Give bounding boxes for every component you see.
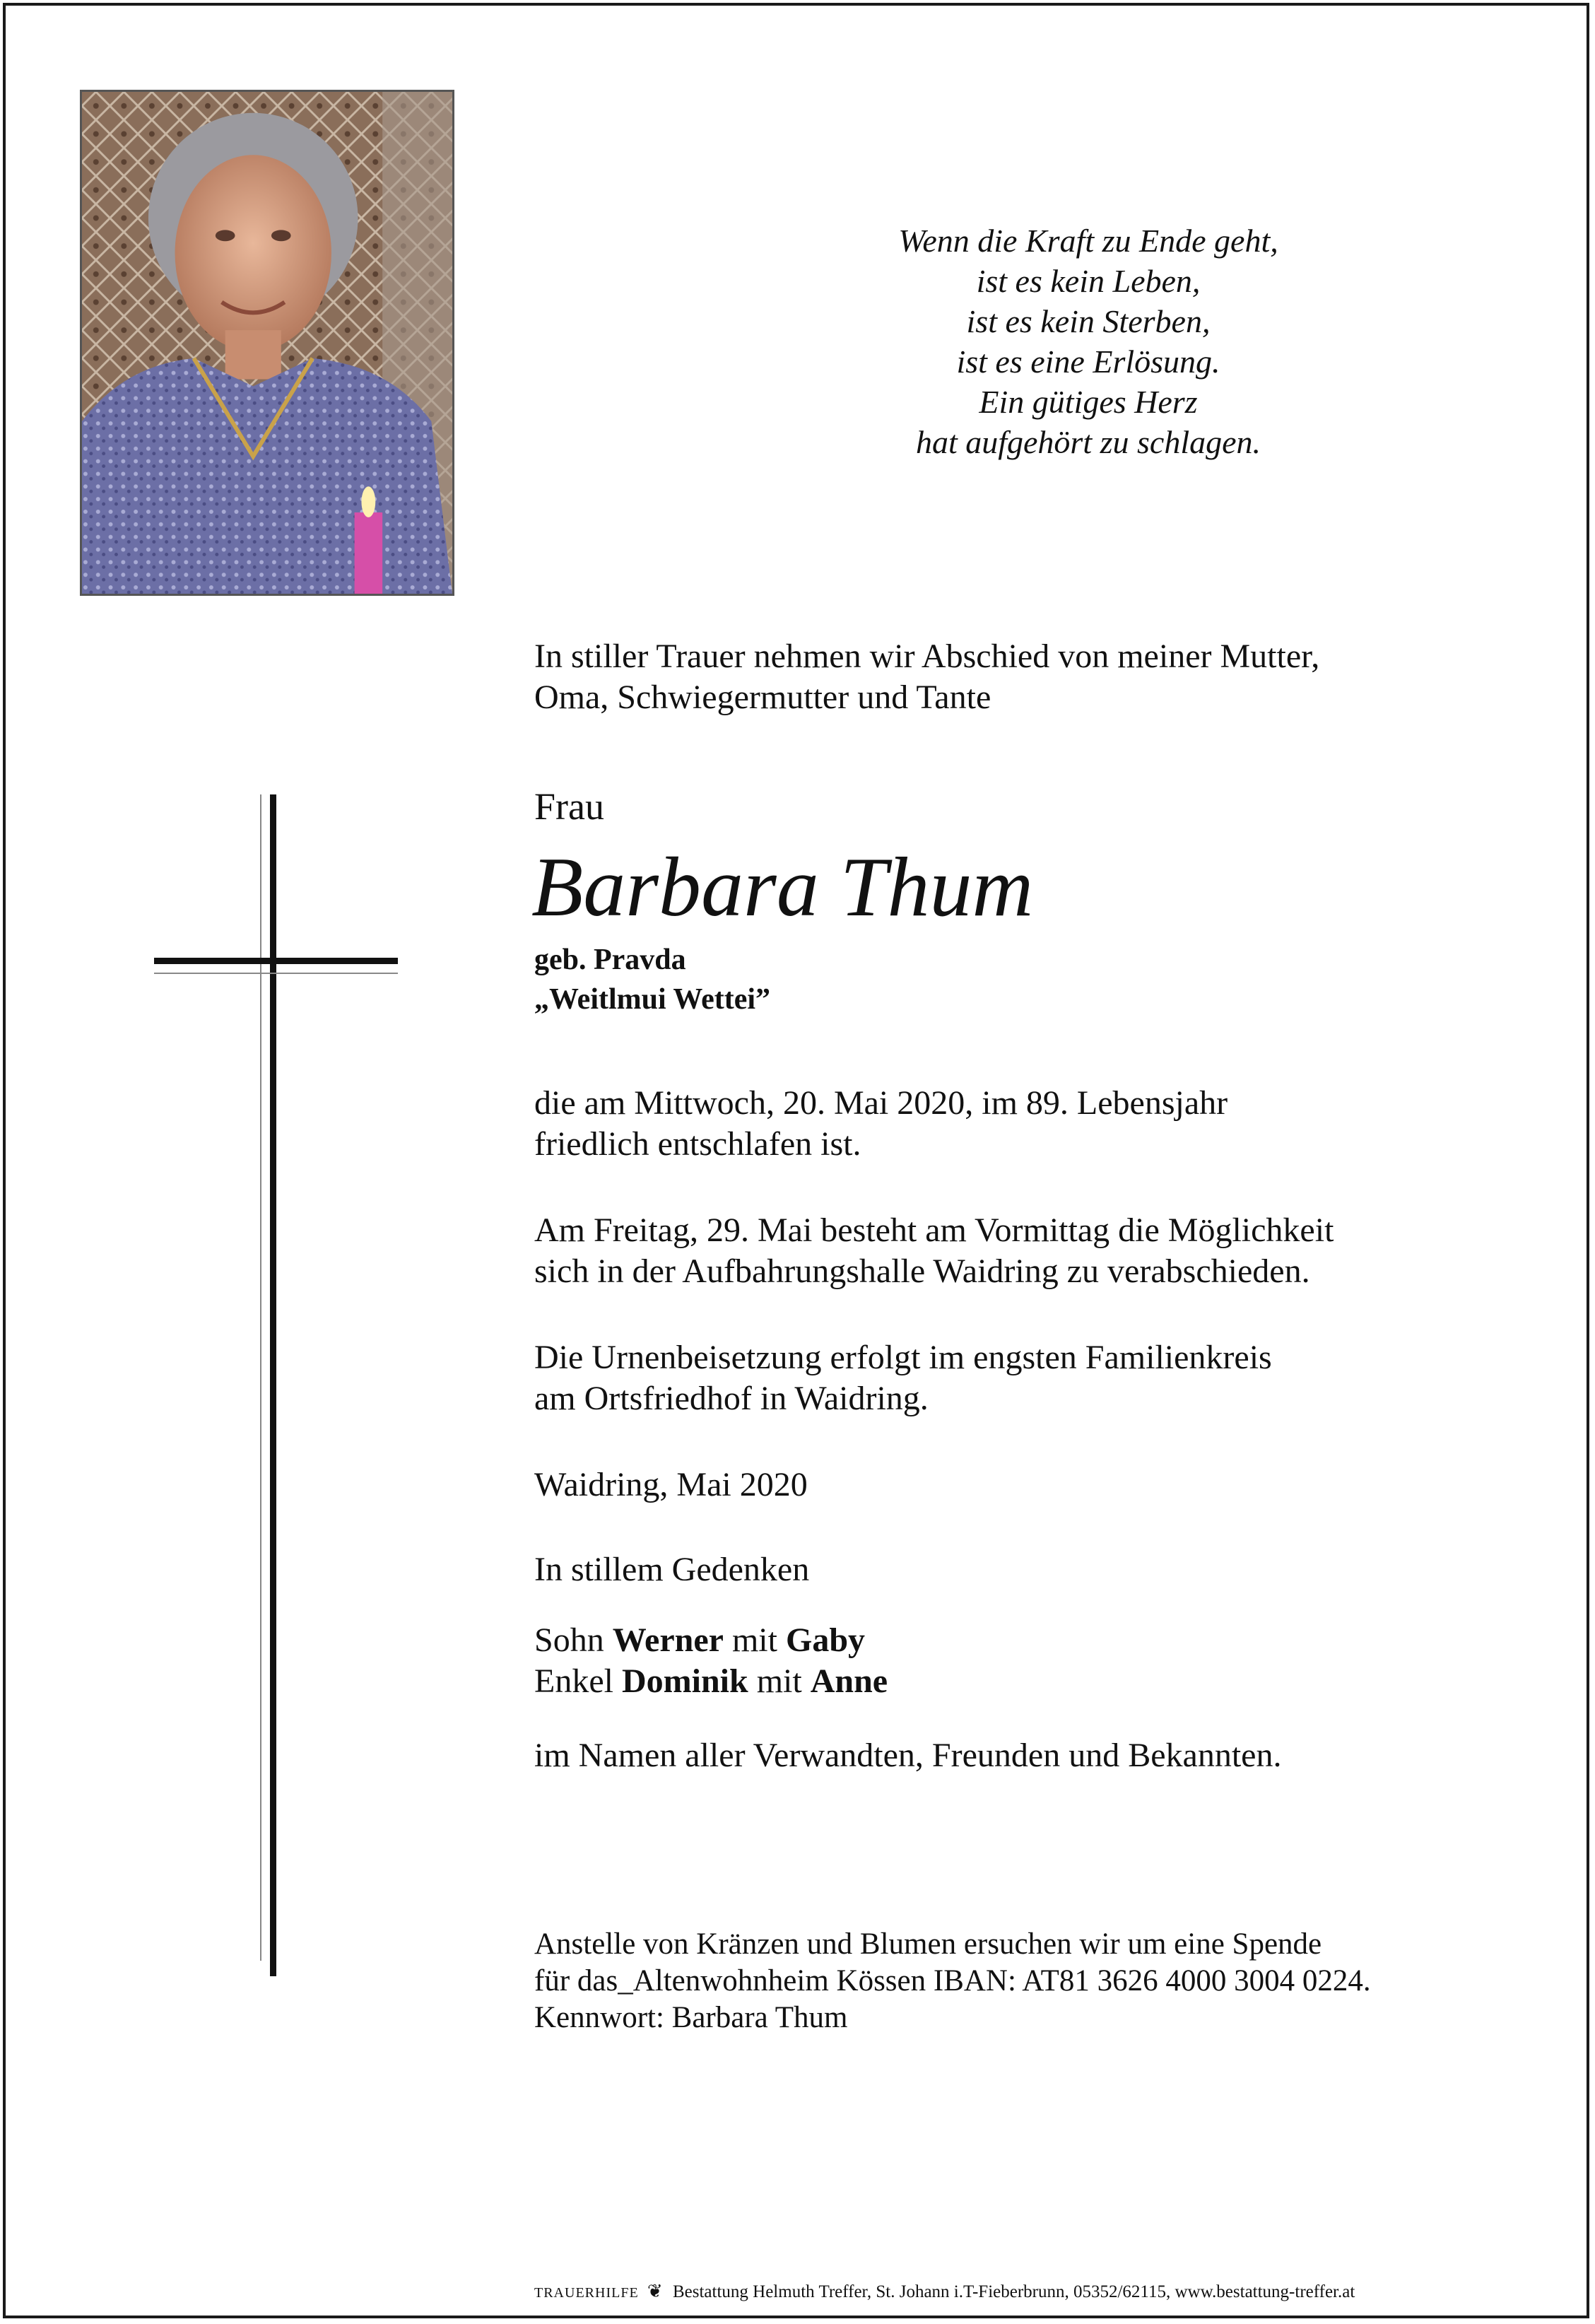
- donation-line: Kennwort: Barbara Thum: [534, 2001, 848, 2034]
- cross-shadow-horizontal: [154, 973, 398, 974]
- grandson-partner-name: Anne: [810, 1662, 888, 1700]
- farewell-line: sich in der Aufbahrungshalle Waidring zu verabschieden.: [534, 1252, 1310, 1290]
- son-name: Werner: [612, 1621, 724, 1659]
- burial-notice: [534, 1337, 1272, 1419]
- cross-shadow-vertical: [260, 794, 261, 1961]
- poem: [806, 221, 1371, 462]
- intro-line: Oma, Schwiegermutter und Tante: [534, 679, 991, 716]
- intro-text: [534, 636, 1319, 718]
- place-date: Waidring, Mai 2020: [534, 1466, 808, 1503]
- death-notice: [534, 1083, 1228, 1165]
- portrait-photo: [80, 90, 454, 596]
- footer-brand: TRAUERHILFE: [534, 2285, 639, 2301]
- mourner-grandson: Enkel Dominik mit Anne: [534, 1662, 888, 1700]
- footer: [534, 2280, 1355, 2304]
- deceased-name: Barbara Thum: [531, 840, 1034, 934]
- donation-line: für das_Altenwohnheim Kössen IBAN: AT81 3626 4000 3004 0224.: [534, 1964, 1371, 1997]
- footer-text: Bestattung Helmuth Treffer, St. Johann i.T-Fieberbrunn, 05352/62115, www.bestattung-treffer.at: [672, 2282, 1355, 2301]
- farewell-notice: [534, 1210, 1334, 1292]
- farewell-line: Am Freitag, 29. Mai besteht am Vormittag die Möglichkeit: [534, 1211, 1334, 1249]
- poem-line: ist es kein Sterben,: [966, 303, 1211, 339]
- maiden-name: geb. Pravda: [534, 944, 686, 976]
- maiden-name-block: [534, 940, 770, 1019]
- salutation: Frau: [534, 785, 604, 828]
- poem-line: ist es kein Leben,: [976, 263, 1201, 299]
- donation-line: Anstelle von Kränzen und Blumen ersuchen wir um eine Spende: [534, 1927, 1322, 1961]
- burial-line: Die Urnenbeisetzung erfolgt im engsten Familienkreis: [534, 1339, 1272, 1376]
- poem-line: Wenn die Kraft zu Ende geht,: [898, 223, 1278, 259]
- mourners: [534, 1620, 888, 1702]
- donation-notice: [534, 1926, 1371, 2036]
- son-partner-name: Gaby: [785, 1621, 866, 1659]
- cross-vertical-bar: [270, 794, 276, 1976]
- cross-horizontal-bar: [154, 958, 398, 964]
- burial-line: am Ortsfriedhof in Waidring.: [534, 1380, 929, 1417]
- poem-line: Ein gütiges Herz: [979, 384, 1198, 420]
- poem-line: ist es eine Erlösung.: [956, 344, 1220, 380]
- grandson-name: Dominik: [621, 1662, 748, 1700]
- death-line: die am Mittwoch, 20. Mai 2020, im 89. Lebensjahr: [534, 1084, 1228, 1122]
- poem-line: hat aufgehört zu schlagen.: [915, 424, 1261, 460]
- nickname: „Weitlmui Wettei”: [534, 983, 771, 1016]
- intro-line: In stiller Trauer nehmen wir Abschied von meiner Mutter,: [534, 638, 1320, 675]
- death-line: friedlich entschlafen ist.: [534, 1125, 861, 1163]
- mourner-son: Sohn Werner mit Gaby: [534, 1621, 866, 1659]
- closing-line: im Namen aller Verwandten, Freunden und Bekannten.: [534, 1737, 1282, 1774]
- trauerhilfe-logo-icon: ❦: [647, 2281, 663, 2301]
- remembrance: In stillem Gedenken: [534, 1551, 810, 1588]
